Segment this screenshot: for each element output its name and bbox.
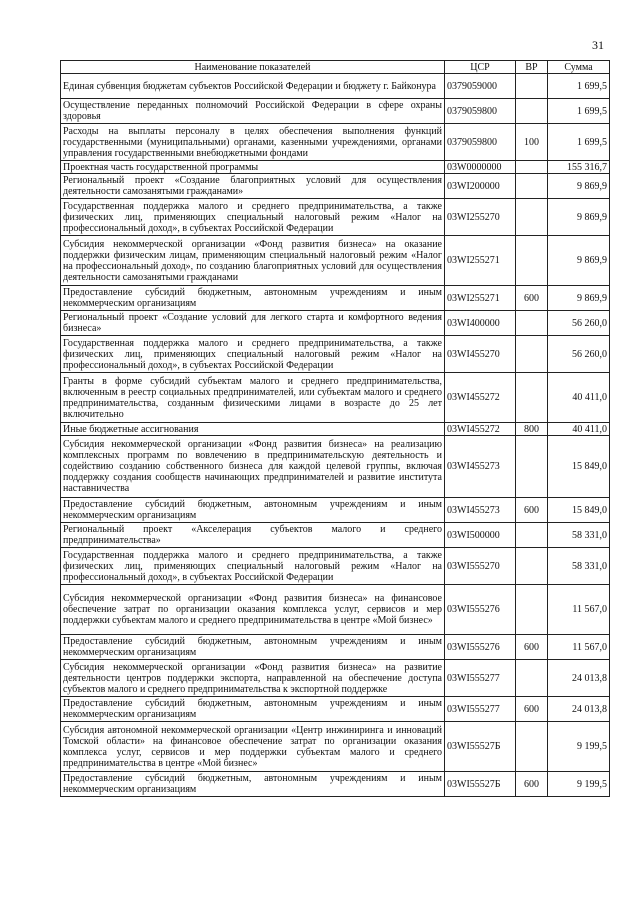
- table-row: [61, 660, 610, 697]
- row-name: Расходы на выплаты персоналу в целях обеспечения выполнения функций государственными (муниципальными) органами, казенными учреждениями, органами управления государственными внебюджетными фондами: [61, 124, 445, 161]
- row-csr: 03WI455270: [445, 336, 516, 373]
- row-csr: 03WI500000: [445, 523, 516, 548]
- table-row: [61, 548, 610, 585]
- row-name: Субсидия некоммерческой организации «Фонд развития бизнеса» на оказание поддержки физическим лицам, применяющим специальный налоговый режим «Налог на профессиональный доход», по созданию благоприятных условий для осуществления деятельности самозанятыми гражданами: [61, 236, 445, 286]
- row-name: Государственная поддержка малого и среднего предпринимательства, а также физических лиц, применяющих специальный налоговый режим «Налог на профессиональный доход», в субъектах Российской Федерации: [61, 199, 445, 236]
- table-row: [61, 722, 610, 772]
- row-sum: 1 699,5: [548, 74, 610, 99]
- row-sum: 24 013,8: [548, 660, 610, 697]
- header-csr: ЦСР: [445, 61, 516, 74]
- row-csr: 03WI200000: [445, 174, 516, 199]
- table-row: [61, 523, 610, 548]
- row-vr: 600: [516, 498, 548, 523]
- row-csr: 0379059800: [445, 99, 516, 124]
- row-vr: [516, 99, 548, 124]
- row-vr: 800: [516, 423, 548, 436]
- row-name: Региональный проект «Создание благоприятных условий для осуществления деятельности самозанятыми гражданами»: [61, 174, 445, 199]
- table-row: [61, 635, 610, 660]
- row-vr: 600: [516, 635, 548, 660]
- row-sum: 56 260,0: [548, 336, 610, 373]
- row-csr: 03WI455272: [445, 373, 516, 423]
- row-name: Предоставление субсидий бюджетным, автономным учреждениям и иным некоммерческим организациям: [61, 697, 445, 722]
- row-csr: 0379059000: [445, 74, 516, 99]
- table-row: [61, 124, 610, 161]
- table-row: [61, 174, 610, 199]
- row-vr: [516, 236, 548, 286]
- table-row: [61, 199, 610, 236]
- row-vr: [516, 174, 548, 199]
- row-csr: 03WI255271: [445, 236, 516, 286]
- table-row: [61, 336, 610, 373]
- row-vr: [516, 722, 548, 772]
- row-name: Осуществление переданных полномочий Российской Федерации в сфере охраны здоровья: [61, 99, 445, 124]
- row-vr: 600: [516, 286, 548, 311]
- row-name: Предоставление субсидий бюджетным, автономным учреждениям и иным некоммерческим организациям: [61, 635, 445, 660]
- row-sum: 9 869,9: [548, 174, 610, 199]
- row-name: Субсидия некоммерческой организации «Фонд развития бизнеса» на финансовое обеспечение затрат по организации оказания комплекса услуг, сервисов и мер поддержки субъектам малого и среднего предпринимательства в центре «Мой бизнес»: [61, 585, 445, 635]
- row-name: Единая субвенция бюджетам субъектов Российской Федерации и бюджету г. Байконура: [61, 74, 445, 99]
- header-sum: Сумма: [548, 61, 610, 74]
- row-sum: 1 699,5: [548, 124, 610, 161]
- row-vr: [516, 199, 548, 236]
- page-number: 31: [592, 38, 604, 52]
- header-vr: ВР: [516, 61, 548, 74]
- row-sum: 9 869,9: [548, 286, 610, 311]
- row-sum: 9 869,9: [548, 199, 610, 236]
- row-csr: 03WI255271: [445, 286, 516, 311]
- table-row: [61, 311, 610, 336]
- row-vr: [516, 311, 548, 336]
- row-csr: 03WI55527Б: [445, 722, 516, 772]
- table-header-row: [61, 61, 610, 74]
- row-name: Государственная поддержка малого и среднего предпринимательства, а также физических лиц, применяющих специальный налоговый режим «Налог на профессиональный доход», в субъектах Российской Федерации: [61, 336, 445, 373]
- table-row: [61, 373, 610, 423]
- table-row: [61, 161, 610, 174]
- row-vr: 600: [516, 697, 548, 722]
- row-csr: 03WI555276: [445, 635, 516, 660]
- table-row: [61, 585, 610, 635]
- row-csr: 03WI455272: [445, 423, 516, 436]
- row-name: Региональный проект «Акселерация субъектов малого и среднего предпринимательства»: [61, 523, 445, 548]
- row-sum: 40 411,0: [548, 373, 610, 423]
- table-row: [61, 236, 610, 286]
- row-csr: 0379059800: [445, 124, 516, 161]
- row-vr: [516, 161, 548, 174]
- row-sum: 58 331,0: [548, 523, 610, 548]
- row-sum: 9 199,5: [548, 772, 610, 797]
- row-name: Субсидия некоммерческой организации «Фонд развития бизнеса» на развитие деятельности центров поддержки экспорта, направленной на обеспечение доступа субъектов малого и среднего предпринимательства к экспортной поддержке: [61, 660, 445, 697]
- row-sum: 9 199,5: [548, 722, 610, 772]
- row-name: Региональный проект «Создание условий для легкого старта и комфортного ведения бизнеса»: [61, 311, 445, 336]
- row-csr: 03WI255270: [445, 199, 516, 236]
- row-sum: 15 849,0: [548, 498, 610, 523]
- row-csr: 03WI555277: [445, 697, 516, 722]
- row-vr: [516, 585, 548, 635]
- row-name: Предоставление субсидий бюджетным, автономным учреждениям и иным некоммерческим организациям: [61, 498, 445, 523]
- row-csr: 03WI455273: [445, 498, 516, 523]
- table-row: [61, 436, 610, 498]
- row-vr: [516, 523, 548, 548]
- row-vr: [516, 660, 548, 697]
- table-row: [61, 423, 610, 436]
- header-name: Наименование показателей: [61, 61, 445, 74]
- row-name: Гранты в форме субсидий субъектам малого и среднего предпринимательства, включенным в реестр социальных предпринимателей, или субъектам малого и среднего предпринимательства, созданным физическими лицами в возрасте до 25 лет включительно: [61, 373, 445, 423]
- table-row: [61, 286, 610, 311]
- row-sum: 24 013,8: [548, 697, 610, 722]
- table-row: [61, 498, 610, 523]
- row-name: Иные бюджетные ассигнования: [61, 423, 445, 436]
- row-name: Субсидия автономной некоммерческой организации «Центр инжиниринга и инноваций Томской области» на финансовое обеспечение затрат по организации оказания комплекса услуг, сервисов и мер поддержки субъектам малого и среднего предпринимательства в центре «Мой бизнес»: [61, 722, 445, 772]
- row-vr: [516, 74, 548, 99]
- row-csr: 03WI400000: [445, 311, 516, 336]
- row-name: Государственная поддержка малого и среднего предпринимательства, а также физических лиц, применяющих специальный налоговый режим «Налог на профессиональный доход», в субъектах Российской Федерации: [61, 548, 445, 585]
- row-sum: 56 260,0: [548, 311, 610, 336]
- row-name: Проектная часть государственной программы: [61, 161, 445, 174]
- row-sum: 1 699,5: [548, 99, 610, 124]
- row-name: Предоставление субсидий бюджетным, автономным учреждениям и иным некоммерческим организациям: [61, 286, 445, 311]
- row-vr: [516, 548, 548, 585]
- row-sum: 155 316,7: [548, 161, 610, 174]
- row-vr: [516, 336, 548, 373]
- row-sum: 40 411,0: [548, 423, 610, 436]
- row-csr: 03WI555277: [445, 660, 516, 697]
- row-sum: 15 849,0: [548, 436, 610, 498]
- row-vr: 600: [516, 772, 548, 797]
- row-name: Предоставление субсидий бюджетным, автономным учреждениям и иным некоммерческим организациям: [61, 772, 445, 797]
- row-sum: 58 331,0: [548, 548, 610, 585]
- row-csr: 03W0000000: [445, 161, 516, 174]
- row-vr: 100: [516, 124, 548, 161]
- row-vr: [516, 373, 548, 423]
- row-sum: 11 567,0: [548, 635, 610, 660]
- row-csr: 03WI555270: [445, 548, 516, 585]
- row-name: Субсидия некоммерческой организации «Фонд развития бизнеса» на реализацию комплексных программ по вовлечению в предпринимательскую деятельность и содействию созданию собственного бизнеса для каждой целевой группы, включая поддержку создания сообществ начинающих предпринимателей и развитие института наставничества: [61, 436, 445, 498]
- row-csr: 03WI55527Б: [445, 772, 516, 797]
- table-row: [61, 772, 610, 797]
- row-sum: 9 869,9: [548, 236, 610, 286]
- table-row: [61, 74, 610, 99]
- row-csr: 03WI555276: [445, 585, 516, 635]
- budget-table: [60, 60, 610, 797]
- table-row: [61, 697, 610, 722]
- row-csr: 03WI455273: [445, 436, 516, 498]
- table-row: [61, 99, 610, 124]
- row-vr: [516, 436, 548, 498]
- row-sum: 11 567,0: [548, 585, 610, 635]
